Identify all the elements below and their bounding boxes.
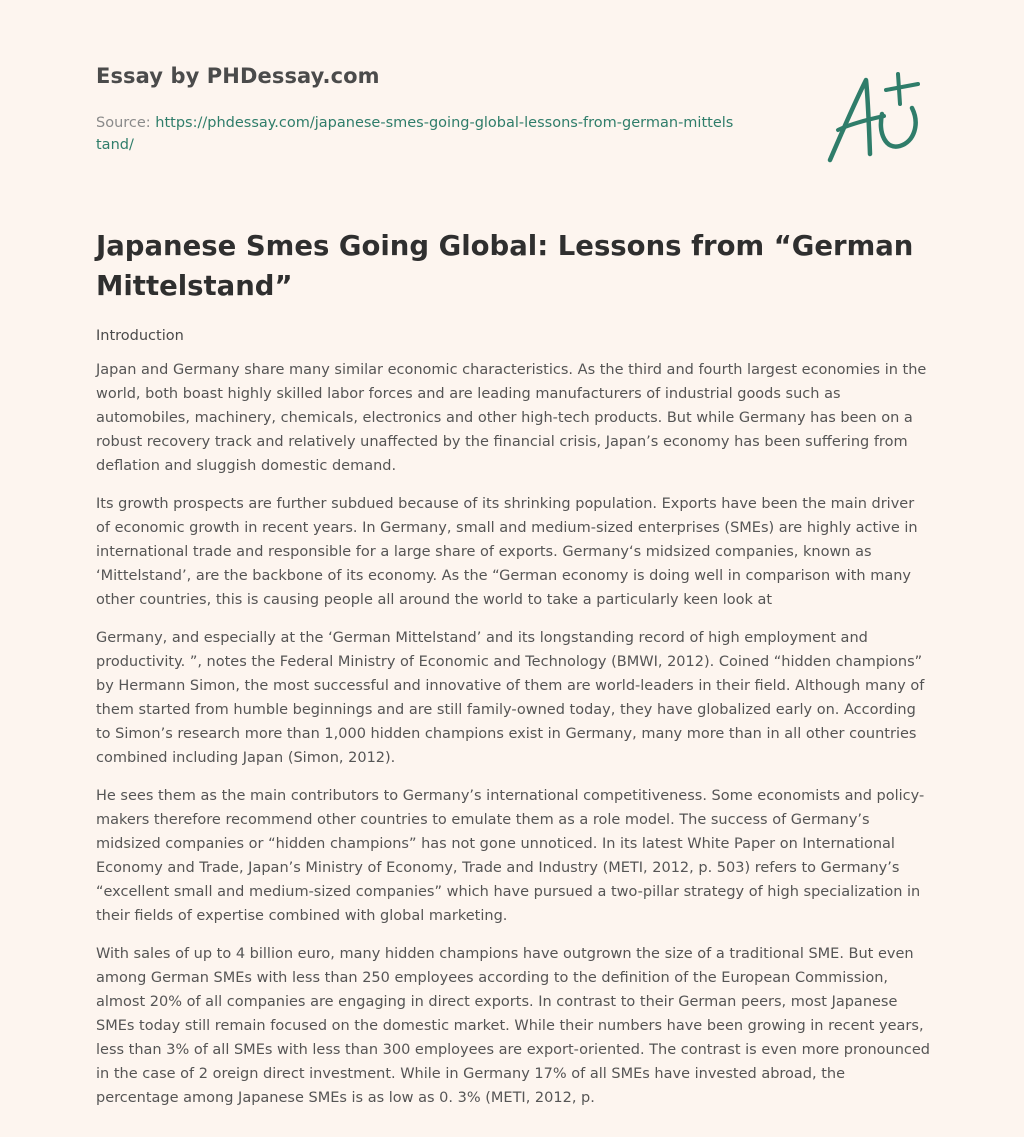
paragraph: With sales of up to 4 billion euro, many hidden champions have outgrown the size of a traditional SME. But even among German SMEs with less than 250 employees according to the definition of the European Commission, almost 20% of all companies are engaging in direct exports. In contrast to their German peers, most Japanese SMEs today still remain focused on the domestic market. While their numbers have been growing in recent years, less than 3% of all SMEs with less than 300 employees are export-oriented. The contrast is even more pronounced in the case of 2 oreign direct investment. While in Germany 17% of all SMEs have invested abroad, the percentage among Japanese SMEs is as low as 0. 3% (METI, 2012, p. — [96, 946, 930, 1106]
paragraph: Its growth prospects are further subdued because of its shrinking population. Exports have been the main driver of economic growth in recent years. In Germany, small and medium-sized enterprises (SMEs) are highly active in international trade and responsible for a large share of exports. Germany‘s midsized companies, known as ‘Mittelstand’, are the backbone of its economy. As the “German economy is doing well in comparison with many other countries, this is causing people all around the world to take a particularly keen look at — [96, 496, 918, 608]
source-link[interactable]: https://phdessay.com/japanese-smes-going-global-lessons-from-german-mittelstand/ — [96, 115, 734, 153]
source-line — [96, 112, 736, 156]
source-label: Source: — [96, 115, 156, 131]
brand-title: Essay by PHDessay.com — [96, 64, 380, 88]
article-body — [96, 324, 932, 1124]
section-heading: Introduction — [96, 328, 184, 344]
paragraph: Germany, and especially at the ‘German Mittelstand’ and its longstanding record of high employment and productivity. ”, notes the Federal Ministry of Economic and Technology (BMWI, 2012). Coined “hidden champions” by Hermann Simon, the most successful and innovative of them are world-leaders in their field. Although many of them started from humble beginnings and are still family-owned today, they have globalized early on. According to Simon’s research more than 1,000 hidden champions exist in Germany, many more than in all other countries combined including Japan (Simon, 2012). — [96, 630, 925, 766]
paragraph: He sees them as the main contributors to Germany’s international competitiveness. Some economists and policy-makers therefore recommend other countries to emulate them as a role model. The success of Germany’s midsized companies or “hidden champions” has not gone unnoticed. In its latest White Paper on International Economy and Trade, Japan’s Ministry of Economy, Trade and Industry (METI, 2012, p. 503) refers to Germany’s “excellent small and medium-sized companies” which have pursued a two-pillar strategy of high specialization in their fields of expertise combined with global marketing. — [96, 788, 925, 924]
a-plus-grade-icon — [820, 68, 930, 164]
article-title: Japanese Smes Going Global: Lessons from “German Mittelstand” — [96, 230, 914, 302]
paragraph: Japan and Germany share many similar economic characteristics. As the third and fourth largest economies in the world, both boast highly skilled labor forces and are leading manufacturers of industrial goods such as automobiles, machinery, chemicals, electronics and other high-tech products. But while Germany has been on a robust recovery track and relatively unaffected by the financial crisis, Japan’s economy has been suffering from deflation and sluggish domestic demand. — [96, 362, 927, 474]
